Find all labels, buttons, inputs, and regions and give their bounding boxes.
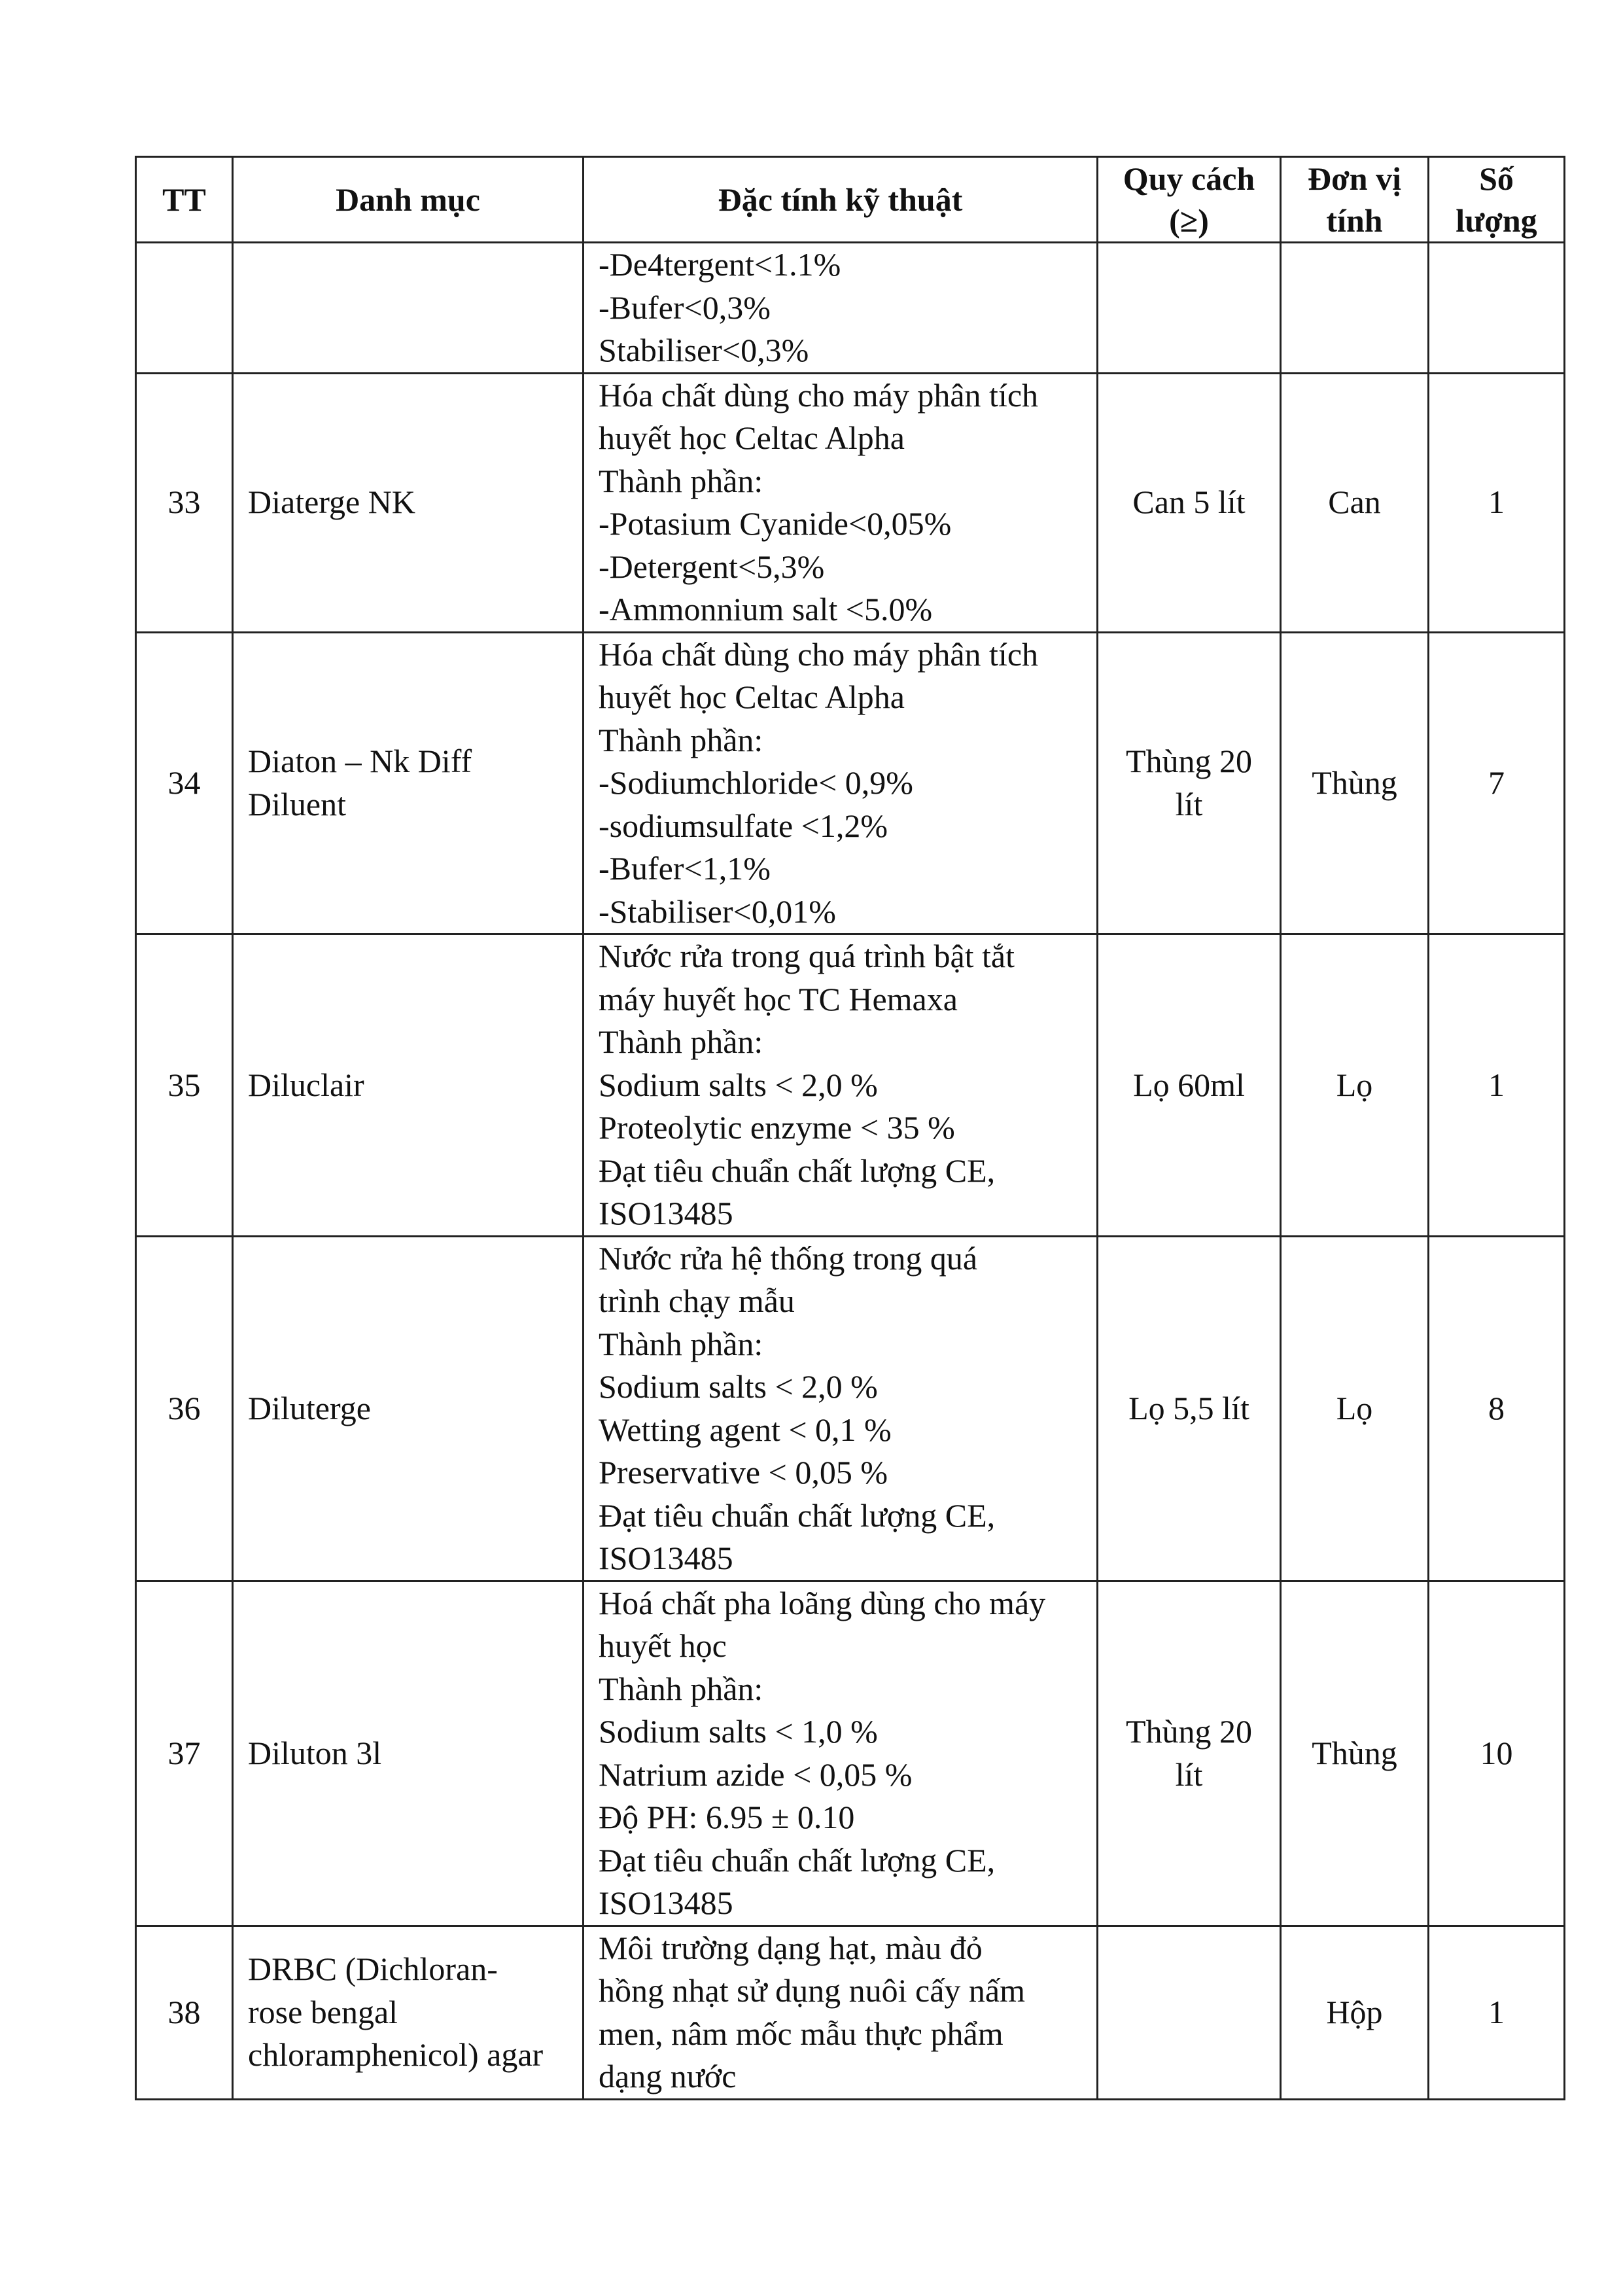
spec-line: hồng nhạt sử dụng nuôi cấy nấm	[599, 1972, 1026, 2009]
cell-tt	[136, 243, 233, 374]
name-line: Diluent	[248, 785, 346, 822]
spec-line: Đạt tiêu chuẩn chất lượng CE,	[599, 1841, 996, 1879]
header-unit-line: Đơn vị	[1308, 160, 1401, 197]
pack-line: Lọ 60ml	[1133, 1066, 1245, 1103]
cell-spec	[584, 632, 1098, 934]
spec-line: huyết học Celtac Alpha	[599, 679, 905, 715]
cell-name	[233, 373, 584, 632]
table-row	[136, 243, 1565, 374]
pack-line: Thùng 20	[1125, 1713, 1253, 1750]
name-line: Diaton – Nk Diff	[248, 743, 472, 780]
spec-line: ISO13485	[599, 1884, 733, 1921]
header-tt: TT	[136, 157, 233, 243]
spec-line: -De4tergent<1.1%	[599, 246, 841, 283]
cell-unit	[1281, 243, 1429, 374]
name-line: chloramphenicol) agar	[248, 2036, 544, 2074]
cell-unit: Can	[1281, 373, 1429, 632]
header-unit-line: tính	[1326, 202, 1383, 239]
cell-spec	[584, 1581, 1098, 1926]
cell-qty: 7	[1429, 632, 1565, 934]
cell-tt: 38	[136, 1926, 233, 2099]
spec-line: Đạt tiêu chuẩn chất lượng CE,	[599, 1496, 996, 1534]
table-row	[136, 373, 1565, 632]
cell-unit: Lọ	[1281, 934, 1429, 1237]
header-name: Danh mục	[233, 157, 584, 243]
cell-qty: 1	[1429, 1926, 1565, 2099]
spec-line: -Bufer<1,1%	[599, 850, 771, 887]
header-pack-line: (≥)	[1169, 202, 1209, 239]
spec-line: Thành phần:	[599, 462, 763, 499]
spec-line: Preservative < 0,05 %	[599, 1454, 888, 1491]
cell-name	[233, 1926, 584, 2099]
header-unit	[1281, 157, 1429, 243]
cell-qty	[1429, 243, 1565, 374]
cell-tt: 35	[136, 934, 233, 1237]
spec-line: -Sodiumchloride< 0,9%	[599, 764, 913, 801]
spec-line: -Ammonnium salt <5.0%	[599, 591, 933, 627]
spec-line: Nước rửa trong quá trình bật tắt	[599, 938, 1015, 974]
spec-line: Thành phần:	[599, 1023, 763, 1060]
cell-qty: 10	[1429, 1581, 1565, 1926]
spec-line: máy huyết học TC Hemaxa	[599, 980, 958, 1017]
cell-spec	[584, 934, 1098, 1237]
name-line: DRBC (Dichloran-	[248, 1951, 498, 1988]
cell-pack	[1098, 243, 1281, 374]
cell-unit: Lọ	[1281, 1236, 1429, 1581]
cell-name	[233, 934, 584, 1237]
name-line: Diluterge	[248, 1389, 371, 1426]
cell-qty: 1	[1429, 373, 1565, 632]
spec-line: Hóa chất dùng cho máy phân tích	[599, 376, 1039, 414]
pack-line: Lọ 5,5 lít	[1128, 1389, 1249, 1426]
spec-line: ISO13485	[599, 1540, 733, 1576]
spec-line: huyết học	[599, 1627, 727, 1664]
spec-line: Hóa chất dùng cho máy phân tích	[599, 635, 1039, 673]
spec-line: -Potasium Cyanide<0,05%	[599, 505, 952, 542]
cell-unit: Thùng	[1281, 1581, 1429, 1926]
cell-tt: 36	[136, 1236, 233, 1581]
cell-spec	[584, 1236, 1098, 1581]
cell-spec	[584, 243, 1098, 374]
table-row	[136, 934, 1565, 1237]
spec-line: Natrium azide < 0,05 %	[599, 1756, 913, 1793]
header-spec: Đặc tính kỹ thuật	[584, 157, 1098, 243]
cell-name	[233, 1581, 584, 1926]
spec-line: Sodium salts < 2,0 %	[599, 1368, 878, 1405]
cell-pack	[1098, 632, 1281, 934]
spec-line: Thành phần:	[599, 1670, 763, 1707]
spec-line: Độ PH: 6.95 ± 0.10	[599, 1799, 855, 1835]
spec-line: Stabiliser<0,3%	[599, 332, 809, 368]
name-line: Diaterge NK	[248, 484, 415, 521]
spec-line: -Stabiliser<0,01%	[599, 892, 836, 930]
header-row	[136, 157, 1565, 243]
cell-pack	[1098, 1236, 1281, 1581]
spec-line: Thành phần:	[599, 721, 763, 758]
cell-qty: 8	[1429, 1236, 1565, 1581]
cell-pack	[1098, 1926, 1281, 2099]
cell-qty: 1	[1429, 934, 1565, 1237]
cell-pack	[1098, 1581, 1281, 1926]
cell-name	[233, 1236, 584, 1581]
spec-line: -Detergent<5,3%	[599, 548, 825, 585]
cell-name	[233, 632, 584, 934]
spec-line: trình chạy mẫu	[599, 1282, 795, 1319]
cell-pack	[1098, 934, 1281, 1237]
cell-spec	[584, 373, 1098, 632]
spec-line: dạng nước	[599, 2058, 737, 2094]
table-row	[136, 1236, 1565, 1581]
table-row	[136, 632, 1565, 934]
name-line: Diluclair	[248, 1066, 364, 1103]
cell-unit: Hộp	[1281, 1926, 1429, 2099]
spec-line: huyết học Celtac Alpha	[599, 419, 905, 456]
name-line: rose bengal	[248, 1993, 398, 2030]
spec-line: -Bufer<0,3%	[599, 289, 771, 326]
header-qty	[1429, 157, 1565, 243]
header-qty-line: lượng	[1456, 202, 1537, 239]
spec-line: Thành phần:	[599, 1325, 763, 1362]
table-body	[136, 243, 1565, 2100]
spec-line: men, nâm mốc mẫu thực phẩm	[599, 2015, 1003, 2052]
cell-tt: 37	[136, 1581, 233, 1926]
header-pack	[1098, 157, 1281, 243]
spec-line: ISO13485	[599, 1195, 733, 1231]
cell-tt: 33	[136, 373, 233, 632]
spec-line: Nước rửa hệ thống trong quá	[599, 1239, 978, 1277]
cell-tt: 34	[136, 632, 233, 934]
spec-line: Môi trường dạng hạt, màu đỏ	[599, 1929, 983, 1966]
spec-line: Hoá chất pha loãng dùng cho máy	[599, 1584, 1046, 1621]
spec-line: Sodium salts < 1,0 %	[599, 1713, 878, 1750]
table-row	[136, 1581, 1565, 1926]
pack-line: Can 5 lít	[1132, 484, 1246, 521]
name-line: Diluton 3l	[248, 1734, 382, 1771]
cell-pack	[1098, 373, 1281, 632]
pack-line: Thùng 20	[1125, 743, 1253, 780]
cell-name	[233, 243, 584, 374]
spec-line: Sodium salts < 2,0 %	[599, 1066, 878, 1103]
header-pack-line: Quy cách	[1123, 160, 1255, 197]
spec-line: -sodiumsulfate <1,2%	[599, 807, 888, 844]
header-qty-line: Số	[1479, 160, 1514, 197]
spec-line: Đạt tiêu chuẩn chất lượng CE,	[599, 1152, 996, 1189]
pack-line: lít	[1175, 785, 1203, 822]
pack-line: lít	[1175, 1756, 1203, 1793]
spec-table	[135, 156, 1565, 2100]
cell-spec	[584, 1926, 1098, 2099]
spec-line: Proteolytic enzyme < 35 %	[599, 1109, 955, 1146]
table-row	[136, 1926, 1565, 2099]
cell-unit: Thùng	[1281, 632, 1429, 934]
spec-line: Wetting agent < 0,1 %	[599, 1411, 892, 1448]
